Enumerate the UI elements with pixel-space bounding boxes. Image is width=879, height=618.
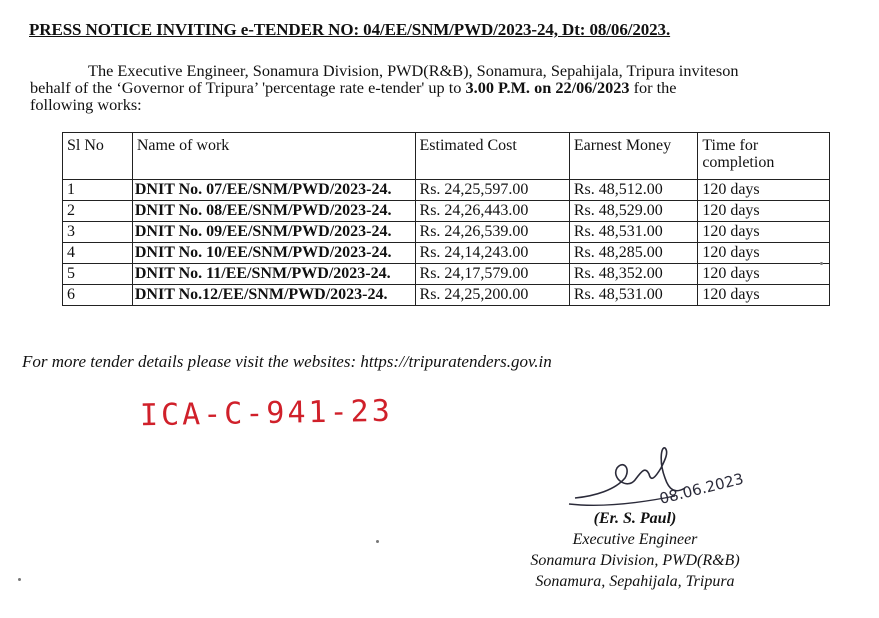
cell-name-of-work: DNIT No. 08/EE/SNM/PWD/2023-24. [132,201,415,222]
signatory-name: (Er. S. Paul) [593,510,677,527]
header-name-of-work: Name of work [132,133,415,180]
cell-estimated-cost: Rs. 24,25,597.00 [415,180,569,201]
signatory-office: Sonamura Division, PWD(R&B) [530,552,740,569]
table-row [63,243,830,264]
table-row [63,201,830,222]
intro-line-3: following works: [30,95,142,114]
cell-earnest-money: Rs. 48,531.00 [569,285,697,306]
cell-estimated-cost: Rs. 24,26,443.00 [415,201,569,222]
intro-line-2 [30,79,830,96]
scan-speck [18,578,21,581]
cell-name-of-work: DNIT No.12/EE/SNM/PWD/2023-24. [132,285,415,306]
header-sl-no: Sl No [63,133,133,180]
scan-speck [376,540,379,543]
cell-sl-no: 3 [63,222,133,243]
table-header-row [63,133,830,180]
table-row [63,222,830,243]
cell-earnest-money: Rs. 48,512.00 [569,180,697,201]
cell-estimated-cost: Rs. 24,26,539.00 [415,222,569,243]
notice-heading: PRESS NOTICE INVITING e-TENDER NO: 04/EE/SNM/PWD/2023-24, Dt: 08/06/2023. [29,20,671,39]
intro-text-a: behalf of the ‘Governor of Tripura’ 'percentage rate e-tender' up to [30,78,466,97]
works-table [62,132,830,306]
cell-time: 120 days [698,180,830,201]
signature-date: 08.06.2023 [657,469,746,508]
signatory-block [500,508,770,592]
handwritten-reference-number: ICA-C-941-23 [139,393,394,434]
scan-speck [820,262,823,265]
cell-time: 120 days [698,222,830,243]
cell-name-of-work: DNIT No. 09/EE/SNM/PWD/2023-24. [132,222,415,243]
tender-website-note: For more tender details please visit the websites: https://tripuratenders.gov.in [22,352,552,371]
cell-earnest-money: Rs. 48,529.00 [569,201,697,222]
cell-name-of-work: DNIT No. 10/EE/SNM/PWD/2023-24. [132,243,415,264]
cell-sl-no: 1 [63,180,133,201]
cell-earnest-money: Rs. 48,352.00 [569,264,697,285]
cell-earnest-money: Rs. 48,285.00 [569,243,697,264]
cell-sl-no: 5 [63,264,133,285]
cell-estimated-cost: Rs. 24,17,579.00 [415,264,569,285]
cell-estimated-cost: Rs. 24,14,243.00 [415,243,569,264]
intro-line-1: The Executive Engineer, Sonamura Division, PWD(R&B), Sonamura, Sepahijala, Tripura inviteson [88,61,739,80]
cell-time: 120 days [698,264,830,285]
header-earnest-money: Earnest Money [569,133,697,180]
header-time-for-completion: Time for completion [698,133,830,180]
intro-deadline: 3.00 P.M. on 22/06/2023 [465,78,630,97]
cell-time: 120 days [698,243,830,264]
cell-name-of-work: DNIT No. 11/EE/SNM/PWD/2023-24. [132,264,415,285]
cell-time: 120 days [698,285,830,306]
notice-intro [30,62,830,113]
signatory-designation: Executive Engineer [572,531,698,548]
cell-sl-no: 2 [63,201,133,222]
cell-time: 120 days [698,201,830,222]
cell-name-of-work: DNIT No. 07/EE/SNM/PWD/2023-24. [132,180,415,201]
intro-text-b: for the [629,78,677,97]
cell-sl-no: 6 [63,285,133,306]
cell-sl-no: 4 [63,243,133,264]
cell-earnest-money: Rs. 48,531.00 [569,222,697,243]
cell-estimated-cost: Rs. 24,25,200.00 [415,285,569,306]
header-estimated-cost: Estimated Cost [415,133,569,180]
table-row [63,285,830,306]
signatory-location: Sonamura, Sepahijala, Tripura [535,573,735,590]
table-row [63,180,830,201]
table-row [63,264,830,285]
